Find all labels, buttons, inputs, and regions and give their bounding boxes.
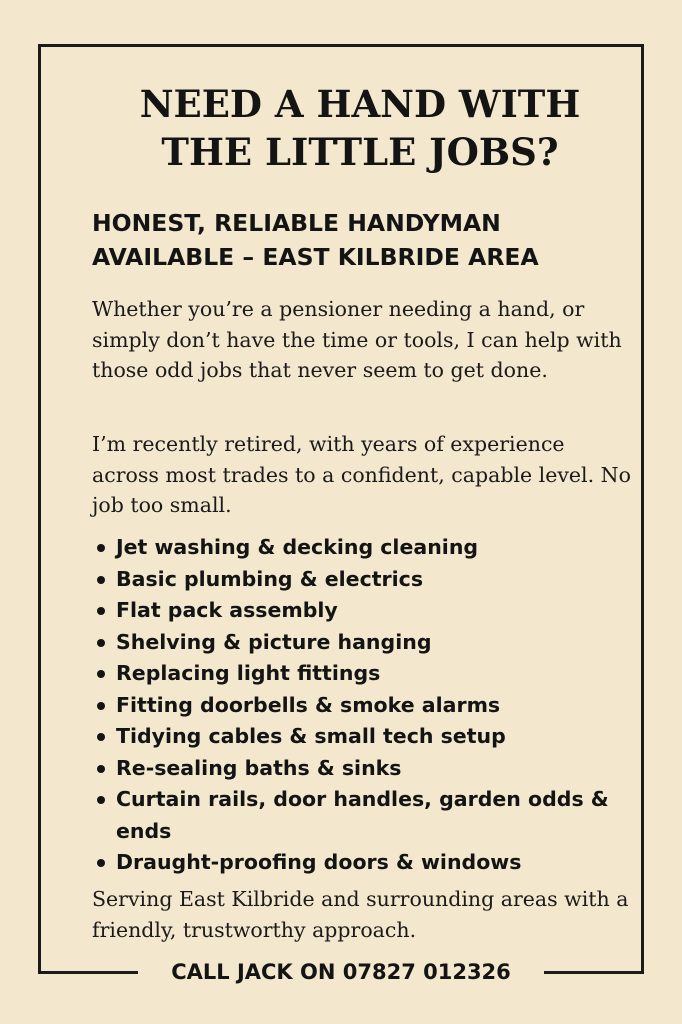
service-item: Draught-proofing doors & windows [90,847,630,879]
service-item: Shelving & picture hanging [90,627,630,659]
frame-left-line [38,44,41,974]
title-line-1: NEED A HAND WITH [139,82,581,126]
service-item: Curtain rails, door handles, garden odds & ends [90,784,630,847]
closing-statement: Serving East Kilbride and surrounding areas with a friendly, trustworthy approach. [92,887,629,942]
call-to-action-phone: CALL JACK ON 07827 012326 [171,960,511,984]
service-item: Jet washing & decking cleaning [90,532,630,564]
frame-bottom-left-line [38,971,138,974]
service-item: Flat pack assembly [90,595,630,627]
service-item: Basic plumbing & electrics [90,564,630,596]
flyer-title [60,80,660,176]
intro-paragraph-2: I’m recently retired, with years of experience across most trades to a confident, capable level. No job too small. [92,432,631,517]
subheading-line-1: HONEST, RELIABLE HANDYMAN [92,209,501,237]
subheading-line-2: AVAILABLE – EAST KILBRIDE AREA [92,243,539,271]
title-line-2: THE LITTLE JOBS? [161,130,559,174]
service-item: Re-sealing baths & sinks [90,753,630,785]
frame-top-line [38,44,644,47]
intro-paragraph-1: Whether you’re a pensioner needing a hand, or simply don’t have the time or tools, I can help with those odd jobs that never seem to get done. [92,297,622,382]
subheading [92,206,539,274]
frame-bottom-right-line [544,971,644,974]
frame-right-line [641,44,644,974]
service-item: Replacing light fittings [90,658,630,690]
service-item: Fitting doorbells & smoke alarms [90,690,630,722]
services-list [90,532,630,879]
service-item: Tidying cables & small tech setup [90,721,630,753]
